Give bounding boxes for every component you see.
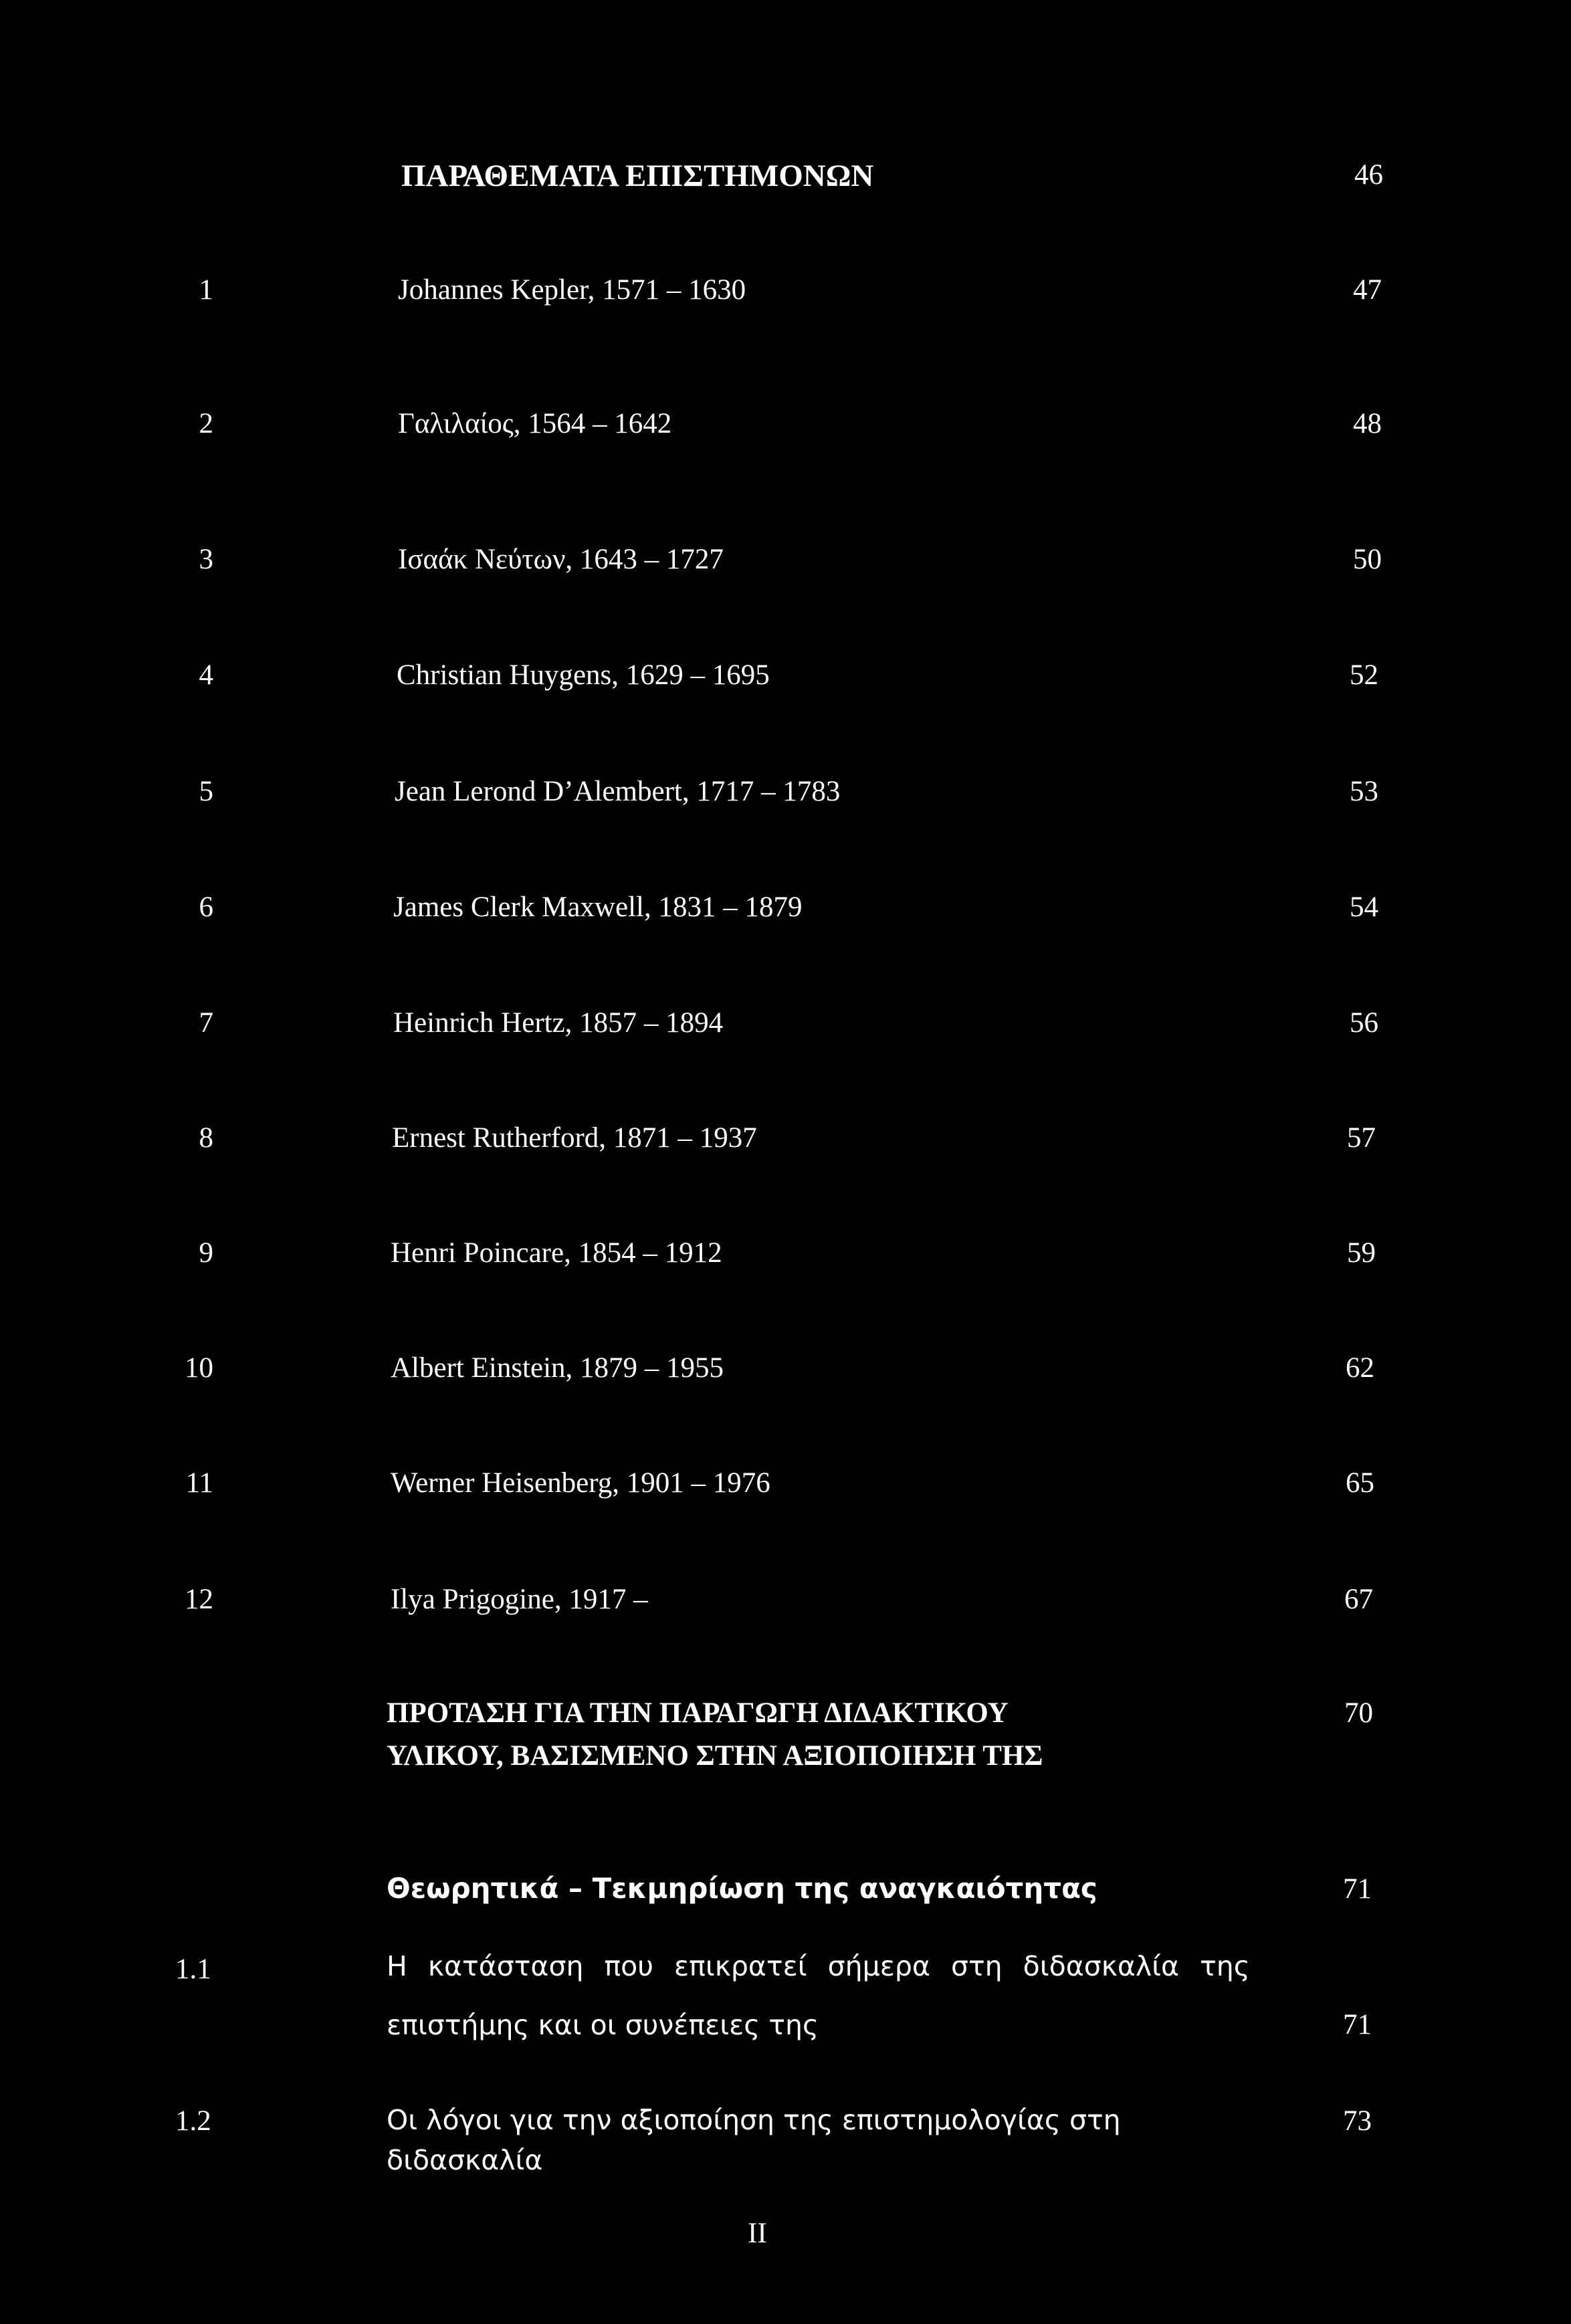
sub2-title-line2: διδασκαλία <box>387 2144 543 2176</box>
sub2-page: 73 <box>1343 2105 1372 2137</box>
entry-title: Jean Lerond D’Alembert, 1717 – 1783 <box>395 776 841 807</box>
entry-title: Ισαάκ Νεύτων, 1643 – 1727 <box>398 544 724 575</box>
entry-title: James Clerk Maxwell, 1831 – 1879 <box>393 891 803 923</box>
entry-number: 9 <box>199 1237 213 1269</box>
entry-title: Christian Huygens, 1629 – 1695 <box>397 659 770 691</box>
sub2-number: 1.2 <box>175 2105 211 2137</box>
entry-title: Ilya Prigogine, 1917 – <box>391 1584 648 1615</box>
entry-title: Werner Heisenberg, 1901 – 1976 <box>391 1467 770 1499</box>
entry-page: 50 <box>1353 544 1382 575</box>
entry-title: Johannes Kepler, 1571 – 1630 <box>398 274 746 306</box>
entry-number: 3 <box>199 544 213 575</box>
entry-number: 8 <box>199 1122 213 1154</box>
section-heading-page: 46 <box>1354 159 1383 191</box>
footer-page-numeral: II <box>748 2218 767 2249</box>
entry-page: 57 <box>1347 1122 1376 1154</box>
entry-page: 67 <box>1344 1584 1373 1615</box>
sub1-page: 71 <box>1343 2009 1372 2040</box>
entry-page: 62 <box>1346 1352 1374 1384</box>
entry-page: 54 <box>1350 891 1378 923</box>
entry-title: Henri Poincare, 1854 – 1912 <box>391 1237 722 1269</box>
entry-number: 11 <box>185 1467 213 1499</box>
entry-title: Heinrich Hertz, 1857 – 1894 <box>393 1007 724 1039</box>
entry-title: Albert Einstein, 1879 – 1955 <box>391 1352 724 1384</box>
entry-number: 12 <box>185 1584 213 1615</box>
entry-number: 7 <box>199 1007 213 1039</box>
section-heading-title: ΠΑΡΑΘΕΜΑΤΑ ΕΠΙΣΤΗΜΟΝΩΝ <box>401 159 874 193</box>
proposal-title-line2: ΥΛΙΚΟΥ, ΒΑΣΙΣΜΕΝΟ ΣΤΗΝ ΑΞΙΟΠΟΙΗΣΗ ΤΗΣ <box>387 1740 1043 1772</box>
proposal-title-line1: ΠΡΟΤΑΣΗ ΓΙΑ ΤΗΝ ΠΑΡΑΓΩΓΗ ΔΙΔΑΚΤΙΚΟΥ <box>387 1697 1009 1729</box>
entry-number: 10 <box>185 1352 213 1384</box>
entry-title: Ernest Rutherford, 1871 – 1937 <box>392 1122 757 1154</box>
entry-page: 52 <box>1350 659 1378 691</box>
entry-page: 48 <box>1353 408 1382 439</box>
chapter-page: 71 <box>1343 1873 1372 1905</box>
chapter-title: Θεωρητικά – Τεκμηρίωση της αναγκαιότητας <box>387 1872 1097 1905</box>
entry-page: 56 <box>1350 1007 1378 1039</box>
entry-page: 65 <box>1346 1467 1374 1499</box>
sub1-title-line1: Η κατάσταση που επικρατεί σήμερα στη διδασκαλία της <box>387 1950 1250 1982</box>
sub2-title-line1: Οι λόγοι για την αξιοποίηση της επιστημολογίας στη <box>387 2104 1121 2136</box>
entry-number: 5 <box>199 776 213 807</box>
entry-number: 2 <box>199 408 213 439</box>
entry-number: 1 <box>199 274 213 306</box>
entry-page: 47 <box>1353 274 1382 306</box>
entry-number: 4 <box>199 659 213 691</box>
entry-page: 53 <box>1350 776 1378 807</box>
entry-page: 59 <box>1347 1237 1376 1269</box>
sub1-title-line2: επιστήμης και οι συνέπειες της <box>387 2009 819 2041</box>
entry-title: Γαλιλαίος, 1564 – 1642 <box>398 408 672 439</box>
sub1-number: 1.1 <box>175 1953 211 1985</box>
proposal-page: 70 <box>1344 1697 1373 1729</box>
entry-number: 6 <box>199 891 213 923</box>
